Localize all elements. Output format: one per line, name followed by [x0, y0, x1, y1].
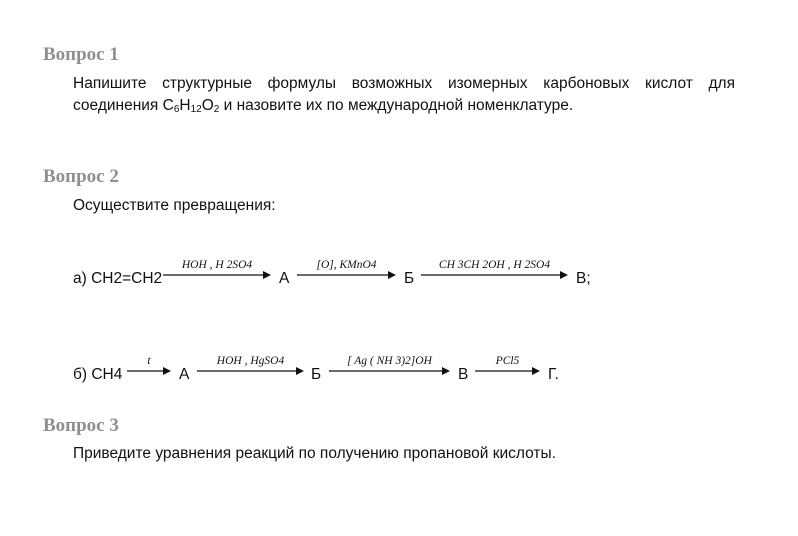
question-2-title: Вопрос 2 — [43, 166, 119, 187]
eq-b-start: б) CH4 — [73, 366, 123, 383]
formula-sub-o: 2 — [213, 104, 220, 115]
eq-b-product-2: Б — [311, 366, 322, 383]
eq-b-product-1: А — [179, 366, 190, 383]
eq-b-arrow-3-condition: [ Ag ( NH 3)2]OH — [347, 355, 432, 367]
question-1-line-2 — [73, 95, 573, 121]
eq-b-arrow-1 — [127, 364, 171, 378]
formula-h: H — [179, 97, 191, 114]
question-1-title: Вопрос 1 — [43, 44, 119, 65]
eq-a-start: а) CH2=CH2 — [73, 270, 163, 287]
eq-b-arrow-1-condition: t — [147, 355, 151, 367]
question-3-title: Вопрос 3 — [43, 415, 119, 436]
eq-b-arrow-4-condition: PCl5 — [495, 355, 520, 367]
formula-o: O — [201, 97, 214, 114]
question-3-text: Приведите уравнения реакций по получению пропановой кислоты. — [73, 445, 556, 462]
eq-a-arrow-1-condition: HOH , H 2SO4 — [181, 259, 253, 271]
eq-b-product-4: Г. — [548, 366, 559, 383]
eq-a-arrow-3-condition: CH 3CH 2OH , H 2SO4 — [438, 259, 551, 271]
eq-a-arrow-2 — [297, 268, 396, 282]
eq-a-arrow-2-condition: [O], KMnO4 — [316, 259, 377, 271]
eq-b-product-3: В — [458, 366, 469, 383]
formula-sub-h: 12 — [190, 104, 202, 115]
formula-prefix: соединения C — [73, 97, 174, 114]
eq-a-product-1: А — [279, 270, 290, 287]
question-1-line-2-rest: и назовите их по международной номенклатуре. — [219, 97, 574, 114]
eq-a-arrow-1 — [163, 268, 271, 282]
eq-a-product-2: Б — [404, 270, 415, 287]
eq-a-arrow-3 — [421, 268, 568, 282]
formula-sub-c: 6 — [173, 104, 180, 115]
eq-a-product-3: В; — [576, 270, 591, 287]
eq-b-arrow-3 — [329, 364, 450, 378]
eq-b-arrow-4 — [475, 364, 540, 378]
eq-b-arrow-2-condition: HOH , HgSO4 — [216, 355, 285, 367]
question-1-line-1: Напишите структурные формулы возможных изомерных карбоновых кислот для — [73, 75, 735, 92]
eq-b-arrow-2 — [197, 364, 304, 378]
question-2-intro: Осуществите превращения: — [73, 197, 276, 214]
